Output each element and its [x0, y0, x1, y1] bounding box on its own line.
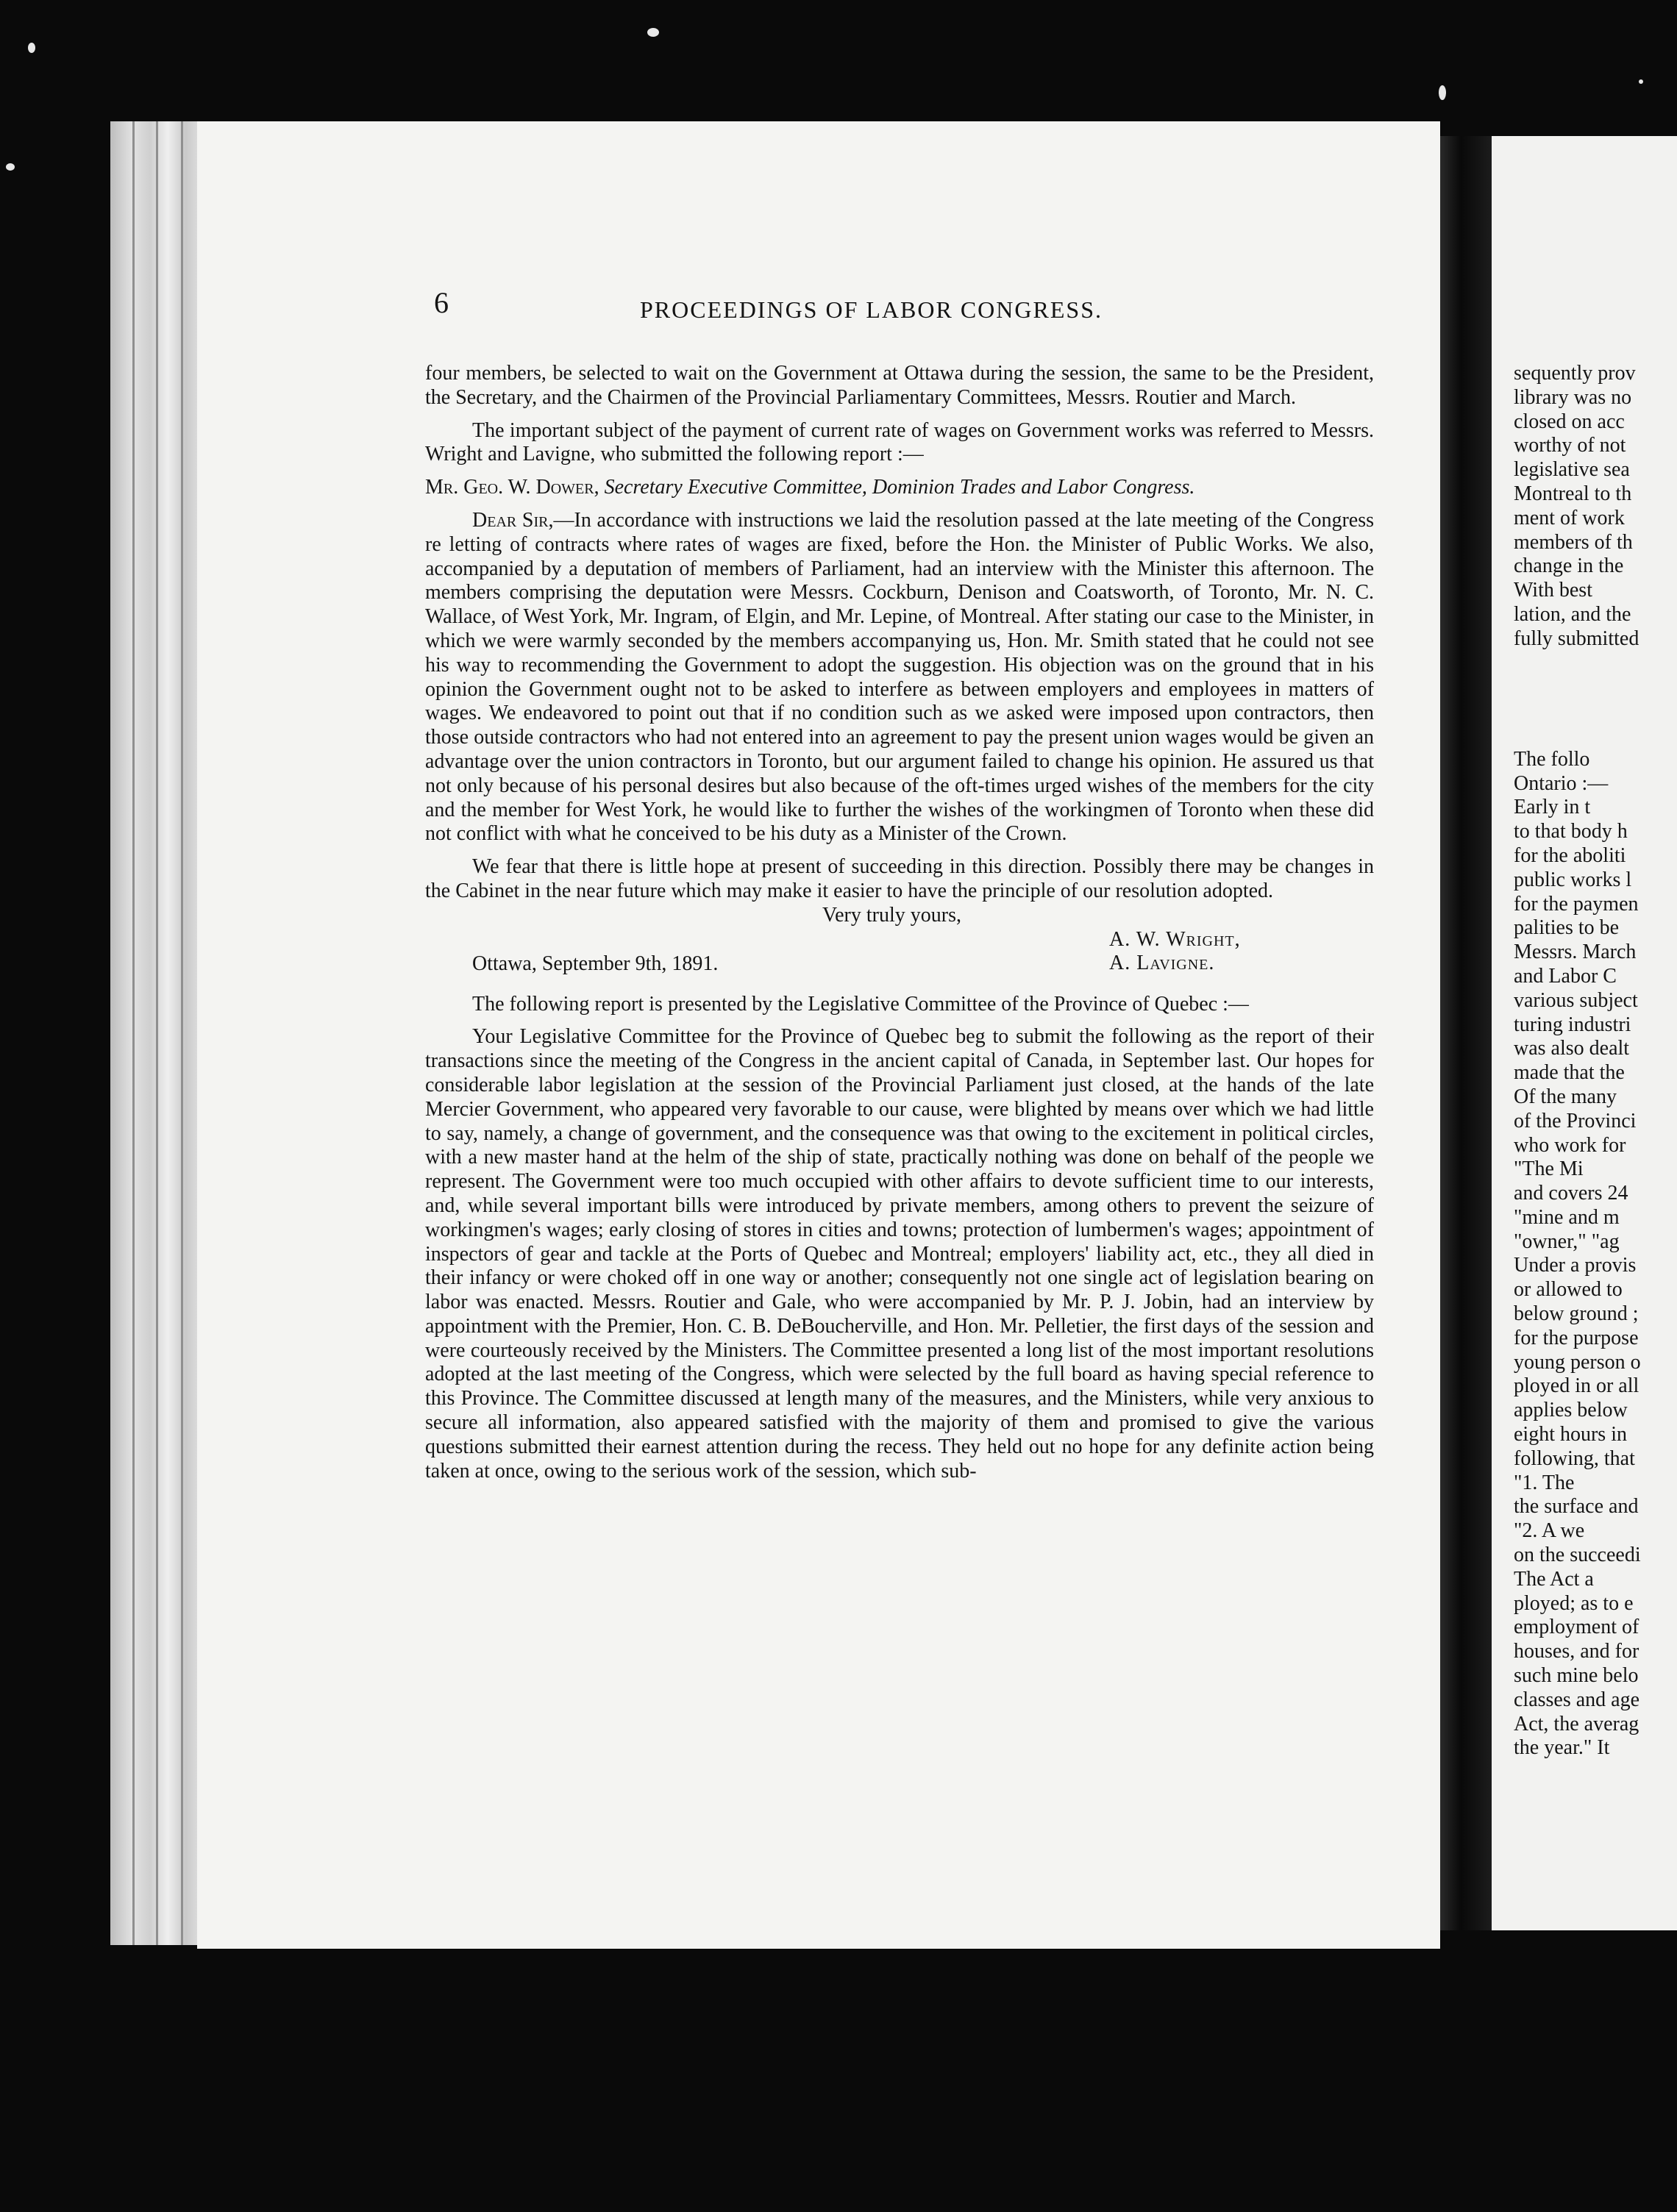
right-fragment-line: and covers 24	[1514, 1182, 1628, 1205]
signature-block	[425, 928, 1374, 977]
right-fragment-line: members of th	[1514, 530, 1633, 554]
right-fragment-line: who work for	[1514, 1133, 1626, 1157]
scan-speck	[1639, 79, 1643, 84]
paragraph: four members, be selected to wait on the Government at Ottawa during the session, the same to be the President, the Secretary, and the Chairmen of the Provincial Parliamentary Committees, Messrs. Routier and March.	[425, 362, 1374, 409]
right-fragment-line: library was no	[1514, 385, 1632, 409]
running-head: PROCEEDINGS OF LABOR CONGRESS.	[640, 296, 1103, 323]
right-fragment-line: below ground ;	[1514, 1302, 1639, 1326]
right-fragment-line: for the paymen	[1514, 892, 1639, 916]
letter-date: Ottawa, September 9th, 1891.	[472, 952, 719, 975]
right-fragment-line: or allowed to	[1514, 1278, 1623, 1302]
right-fragment-line: "mine and m	[1514, 1205, 1620, 1229]
right-fragment-line: various subject	[1514, 988, 1638, 1012]
right-fragment-line: turing industri	[1514, 1013, 1631, 1036]
right-fragment-line: The follo	[1514, 747, 1590, 771]
right-fragment-line: Of the many	[1514, 1085, 1617, 1108]
signers	[1109, 928, 1241, 977]
right-fragment-line	[1514, 699, 1641, 724]
right-fragment-line: ment of work	[1514, 506, 1625, 529]
letter-closing: Very truly yours,	[822, 903, 961, 927]
right-fragment-line: closed on acc	[1514, 410, 1625, 433]
signer: A. Lavigne.	[1109, 952, 1215, 975]
right-fragment-line: palities to be	[1514, 916, 1620, 940]
left-page-body	[425, 362, 1374, 1483]
right-fragment-line: ployed; as to e	[1514, 1591, 1634, 1615]
right-fragment-line: lation, and the	[1514, 602, 1631, 626]
page-number: 6	[434, 286, 449, 319]
addressee-title: Secretary Executive Committee, Dominion Trades and Labor Congress.	[604, 476, 1195, 499]
right-fragment-line: for the purpose	[1514, 1326, 1639, 1349]
letter-body	[425, 509, 1374, 846]
right-page-fragment	[1514, 362, 1641, 1760]
right-fragment-line: The Act a	[1514, 1567, 1594, 1591]
right-fragment-line: such mine belo	[1514, 1664, 1639, 1688]
right-fragment-line: "The Mi	[1514, 1157, 1584, 1181]
scan-speck	[1439, 85, 1446, 100]
right-fragment-line: With best	[1514, 579, 1592, 602]
right-fragment-line: Ontario :—	[1514, 771, 1609, 795]
letter-text: —In accordance with instructions we laid the resolution passed at the late meeting of the Congress re letting of contracts where rates of wages are fixed, before the Hon. the Minister of Public Works. We also, accompanied by a deputation of members of Parliament, had an interview with the Minister this afternoon. The members comprising the deputation were Messrs. Cockburn, Denison and Coatsworth, of Toronto, Mr. N. C. Wallace, of West York, Mr. Ingram, of Elgin, and Mr. Lepine, of Montreal. After stating our case to the Minister, in which we were warmly seconded by the members accompanying us, Hon. Mr. Smith stated that he could not see his way to recommending the Government to adopt the suggestion. His objection was on the ground that in his opinion the Government ought not to be asked to interfere as between employers and employees in matters of wages. We endeavored to point out that if no condition such as we asked were imposed upon contractors, then those outside contractors who had not entered into an agreement to pay the present union wages would be given an advantage over the union contractors in Toronto, but our argument failed to change his opinion. He assured us that not only because of his personal desires but also because of the oft-times urged wishes of the members for the city and the member for West York, he would like to further the wishes of the workingmen of Toronto when these did not conflict with what he conceived to be his duty as a Minister of the Crown.	[425, 508, 1374, 846]
right-fragment-line: young person o	[1514, 1350, 1641, 1374]
right-fragment-line: fully submitted	[1514, 627, 1639, 650]
right-fragment-line: and Labor C	[1514, 964, 1617, 988]
paragraph: Your Legislative Committee for the Province of Quebec beg to submit the following as the report of their transactions since the meeting of the Congress in the ancient capital of Canada, in September last. Our hopes for considerable labor legislation at the session of the Provincial Parliament just closed, at the hands of the late Mercier Government, who appeared very favorable to our cause, were blighted by means over which we had little to say, namely, a change of government, and the consequence was that owing to the excitement in political circles, with a new master hand at the helm of the ship of state, practically nothing was done on behalf of the people we represent. The Government were too much occupied with other affairs to devote sufficient time to our interests, and, while several important bills were introduced by private members, among others to prevent the seizure of workingmen's wages; early closing of stores in cities and towns; protection of lumbermen's wages; appointment of inspectors of gear and tackle at the Ports of Quebec and Montreal; employers' liability act, etc., they all died in their infancy or were choked off in one way or another; consequently not one single act of legislation bearing on labor was enacted. Messrs. Routier and Gale, who were accompanied by Mr. P. J. Jobin, had an interview by appointment with the Premier, Hon. C. B. DeBoucherville, and Hon. Mr. Pelletier, the first days of the session and were courteously received by the Ministers. The Committee presented a long list of the most important resolutions adopted at the last meeting of the Congress, which were selected by the full board as having special reference to this Province. The Committee discussed at length many of the measures, and the Ministers, while very anxious to secure all information, also appeared satisfied with the majority of them and promised to give the various questions submitted their earnest attention during the recess. They held out no hope for any definite action being taken at once, owing to the serious work of the session, which sub-	[425, 1025, 1374, 1483]
right-fragment-line: to that body h	[1514, 820, 1628, 843]
right-fragment-line: following, that	[1514, 1446, 1635, 1470]
right-fragment-line: "1. The	[1514, 1471, 1575, 1494]
letter-addressee	[425, 476, 1374, 500]
right-fragment-line: made that the	[1514, 1061, 1625, 1085]
right-fragment-line: eight hours in	[1514, 1423, 1627, 1446]
paragraph: We fear that there is little hope at present of succeeding in this direction. Possibly there may be changes in the Cabinet in the near future which may make it easier to have the principle of our resolution adopted.	[425, 855, 1374, 902]
right-fragment-line: for the aboliti	[1514, 843, 1626, 867]
signer: A. W. Wright,	[1109, 927, 1241, 951]
right-fragment-line: "2. A we	[1514, 1519, 1585, 1543]
right-fragment-line: Early in t	[1514, 796, 1591, 819]
paragraph: The following report is presented by the Legislative Committee of the Province of Quebec :—	[472, 992, 1249, 1016]
right-fragment-line: classes and age	[1514, 1688, 1640, 1711]
right-fragment-line: on the succeedi	[1514, 1544, 1641, 1567]
right-fragment-line: employment of	[1514, 1616, 1639, 1639]
book-gutter	[1440, 136, 1492, 1930]
right-fragment-line	[1514, 724, 1641, 748]
right-fragment-line: worthy of not	[1514, 434, 1626, 457]
right-fragment-line: the surface and	[1514, 1495, 1639, 1519]
right-fragment-line: change in the	[1514, 554, 1624, 578]
right-fragment-line: legislative sea	[1514, 458, 1630, 482]
right-fragment-line: "owner," "ag	[1514, 1230, 1620, 1253]
right-fragment-line: Act, the averag	[1514, 1712, 1639, 1735]
right-fragment-line: houses, and for	[1514, 1640, 1639, 1663]
right-fragment-line: of the Provinci	[1514, 1109, 1637, 1132]
right-fragment-line: Under a provis	[1514, 1254, 1637, 1277]
book-page-edges	[110, 121, 199, 1945]
right-fragment-line: applies below	[1514, 1399, 1628, 1422]
addressee-name: Mr. Geo. W. Dower,	[425, 476, 599, 499]
right-fragment-line: Messrs. March	[1514, 941, 1637, 964]
scan-speck	[647, 28, 659, 37]
scan-speck	[6, 163, 15, 171]
right-fragment-line: public works l	[1514, 868, 1632, 891]
right-fragment-line: sequently prov	[1514, 362, 1636, 385]
right-fragment-line	[1514, 675, 1641, 699]
right-fragment-line: the year." It	[1514, 1736, 1610, 1760]
right-fragment-line: was also dealt	[1514, 1037, 1630, 1060]
scan-speck	[28, 43, 35, 53]
right-fragment-line: ployed in or all	[1514, 1374, 1639, 1398]
paragraph: The important subject of the payment of current rate of wages on Government works was referred to Messrs. Wright and Lavigne, who submitted the following report :—	[425, 418, 1374, 466]
salutation: Dear Sir,	[472, 508, 554, 532]
right-fragment-line: Montreal to th	[1514, 482, 1632, 505]
right-fragment-line	[1514, 652, 1641, 676]
